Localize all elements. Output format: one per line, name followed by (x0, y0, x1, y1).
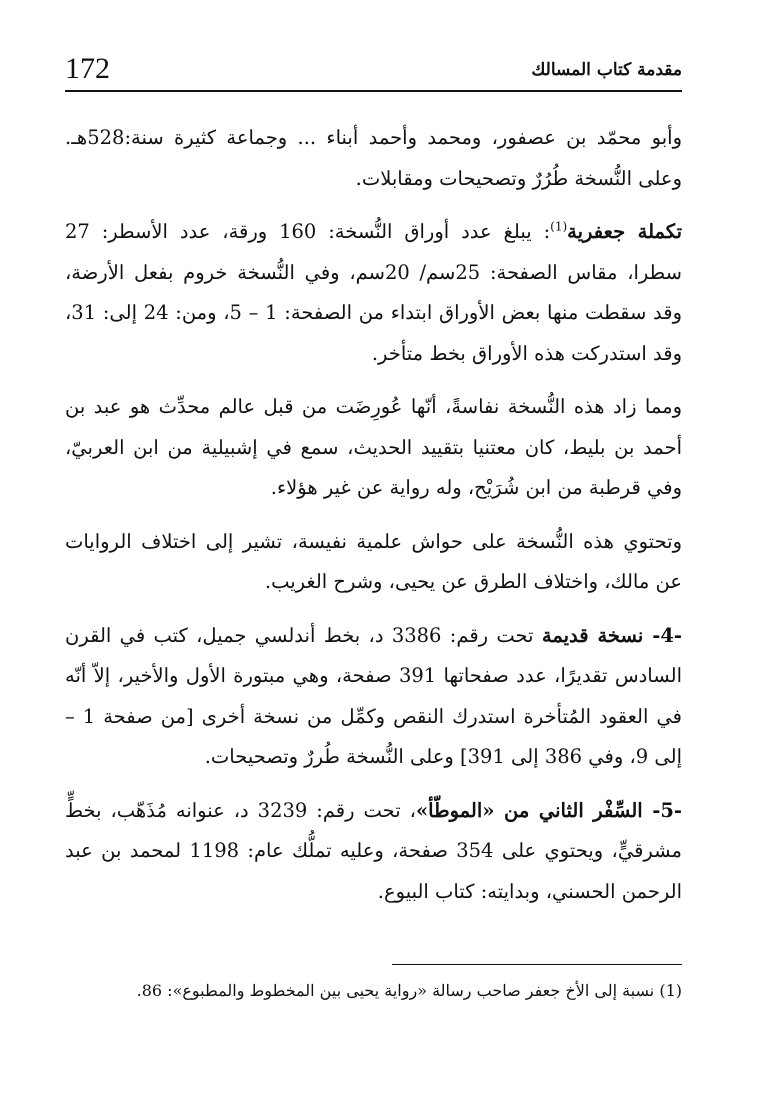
paragraph-1: وأبو محمّد بن عصفور، ومحمد وأحمد أبناء ... وجماعة كثيرة سنة:528هـ. وعلى النُّسخة طُرُرٌ وتصحيحات ومقابلات. (65, 126, 682, 190)
paragraph-5 (65, 616, 682, 778)
paragraph-6-text: ، تحت رقم: 3239 د، عنوانه مُذَهّب، بخطٍّ مشرقيٍّ، ويحتوي على 354 صفحة، وعليه تملُّك عام: 1198 لمحمد بن عبد الرحمن الحسني، وبدايته: كتاب البيوع. (65, 798, 682, 903)
paragraph-5-text: تحت رقم: 3386 د، بخط أندلسي جميل، كتب في القرن السادس تقديرًا، عدد صفحاتها 391 صفحة، وهي مبتورة الأول والأخير، إلاّ أنّه في العقود المُتأخرة استدرك النقص وكمِّل من نسخة أخرى [من صفحة 1 – إلى 9، وفي 386 إلى 391] وعلى النُّسخة طُررٌ وتصحيحات. (65, 623, 683, 768)
page-header (65, 52, 682, 92)
paragraph-2-text: : يبلغ عدد أوراق النُّسخة: 160 ورقة، عدد الأسطر: 27 سطرا، مقاس الصفحة: 25سم/ 20سم، وفي النُّسخة خروم بفعل الأرضة، وقد سقطت منها بعض الأوراق ابتداء من الصفحة: 1 – 5، ومن: 24 إلى: 31، وقد استدركت هذه الأوراق بخط متأخر. (65, 220, 682, 365)
page-number: 172 (65, 52, 110, 85)
section-title-jafariya: تكملة جعفرية (567, 220, 682, 243)
footnote-ref: (1) (550, 219, 568, 234)
footnote-divider (392, 964, 682, 965)
section-title-old-copy: -4- نسخة قديمة (541, 623, 683, 647)
footnote: (1) نسبة إلى الأخ جعفر صاحب رسالة «رواية يحيى بين المخطوط والمطبوع»: 86. (136, 981, 682, 1000)
main-text (65, 118, 682, 925)
paragraph-2 (65, 212, 682, 374)
paragraph-4: وتحتوي هذه النُّسخة على حواش علمية نفيسة، تشير إلى اختلاف الروايات عن مالك، واختلاف الطرق عن يحيى، وشرح الغريب. (65, 529, 682, 593)
running-title: مقدمة كتاب المسالك (531, 60, 682, 80)
paragraph-3: ومما زاد هذه النُّسخة نفاسةً، أنّها عُورِضَت من قبل عالم محدِّث هو عبد بن أحمد بن بليط، كان معتنيا بتقييد الحديث، سمع في إشبيلية من ابن العربيّ، وفي قرطبة من ابن شُرَيْح، وله رواية عن غير هؤلاء. (65, 395, 682, 499)
section-title-second-volume: -5- السِّفْر الثاني من «الموطّأ» (415, 798, 682, 822)
paragraph-6 (65, 791, 682, 913)
